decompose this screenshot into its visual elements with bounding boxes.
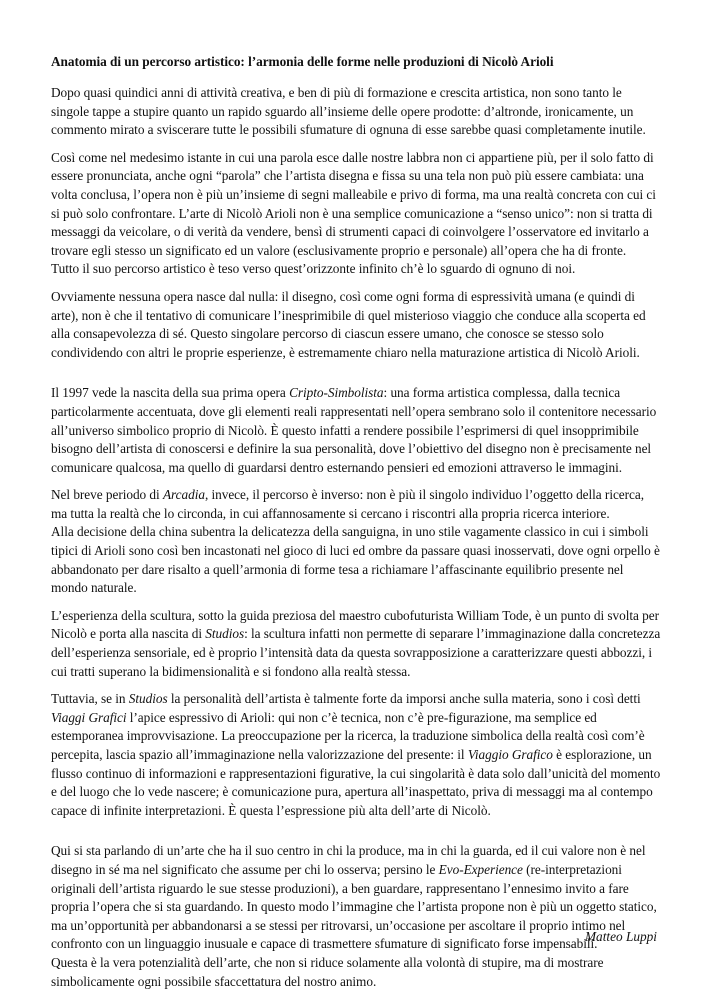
paragraph-2 [51, 149, 661, 279]
emphasis: Cripto-Simbolista [289, 385, 384, 401]
paragraph-5 [51, 486, 661, 598]
article-body [51, 53, 661, 1000]
paragraph-text: : la scultura infatti non permette di separare l’immaginazione dalla concretezza dell’esperienza sensoriale, ed è proprio l’intensità data da questa sovrapposizione a caratterizzare questi abbozzi, i cui tratti superano la bidimensionalità e si fondono alla realtà stessa. [51, 626, 661, 679]
paragraph-text: Qui si sta parlando di un’arte che ha il suo centro in chi la produce, ma in chi la guarda, ed il cui valore non è nel disegno in sé ma nel significato che assume per chi lo osserva; persino le [51, 843, 646, 877]
paragraph-3 [51, 288, 661, 362]
paragraph-text: Questa è la vera potenzialità dell’arte, che non si riduce solamente alla volontà di stupire, ma di mostrare simbolicamente ogni possibile sfaccettatura del nostro animo. [51, 954, 604, 989]
paragraph-1 [51, 84, 661, 140]
article-title: Anatomia di un percorso artistico: l’armonia delle forme nelle produzioni di Nicolò Arioli [51, 54, 554, 69]
paragraph-text: , invece, il percorso è inverso: non è più il singolo individuo l’oggetto della ricerca, ma tutta la realtà che lo circonda, in cui affannosamente si cercano i riscontri alla propria ricerca interiore. [51, 487, 645, 521]
emphasis: Studios [128, 691, 168, 707]
paragraph-text: (re-interpretazioni originali dell’artista riguardo le sue stesse produzioni), a ben guardare, rappresentano l’ennesimo invito a fare propria l’opera che si sta guardando. In questo modo l’immagine che l’artista propone non è più un oggetto statico, ma un’opportunità per abbandonarsi a se stessi per ritrovarsi, un’occasione per ascoltare il proprio intimo nel confronto con un linguaggio inusuale e capace di trasmettere sfumature di significato forse impensabili. [51, 861, 657, 952]
paragraph-text: Nel breve periodo di [51, 487, 163, 503]
emphasis: Studios [205, 626, 245, 642]
paragraph-text: Così come nel medesimo istante in cui una parola esce dalle nostre labbra non ci appartiene più, per il solo fatto di essere pronunciata, anche ogni “parola” che l’artista disegna e fissa su una tela non può più essere cambiata: una volta conclusa, l’opera non è più un’insieme di segni malleabile e privo di forma, ma una realtà concreta con cui ci si può solo confrontare. L’arte di Nicolò Arioli non è una semplice comunicazione a “senso unico”: non si tratta di messaggi da veicolare, o di verità da vendere, bensì di strumenti capaci di coinvolgere l’osservatore ed invitarlo a trovare egli stesso un significato ed un valore (esclusivamente proprio e personale) all’opera che ha di fronte. [51, 149, 656, 258]
paragraph-8 [51, 842, 661, 991]
paragraph-4 [51, 384, 661, 477]
paragraph-text: Tutto il suo percorso artistico è teso verso quest’orizzonte infinito ch’è lo sguardo di ognuno di noi. [51, 261, 576, 277]
paragraph-text: la personalità dell’artista è talmente forte da imporsi anche sulla materia, sono i così detti [167, 691, 641, 707]
paragraph-7 [51, 690, 661, 820]
paragraph-6 [51, 607, 661, 681]
emphasis: Viaggio Grafico [467, 747, 553, 762]
paragraph-text: Dopo quasi quindici anni di attività creativa, e ben di più di formazione e crescita artistica, non sono tanto le singole tappe a stupire quanto un rapido sguardo all’insieme delle opere prodotte: d’altronde, ironicamente, un commento mirato a sviscerare tutte le possibili sfumature di ognuna di esse sarebbe quasi completamente inutile. [51, 85, 646, 138]
paragraph-text: Il 1997 vede la nascita della sua prima opera [51, 385, 290, 401]
paragraph-text: Ovviamente nessuna opera nasce dal nulla: il disegno, così come ogni forma di espressività umana (e quindi di arte), non è che il tentativo di comunicare l’inesprimibile di quel misterioso viaggio che conduce alla scoperta ed alla consapevolezza di sé. Questo singolare percorso di ciascun essere umano, che conosce se stesso solo condividendo con altri le proprie esperienze, è estremamente chiaro nella maturazione artistica di Nicolò Arioli. [51, 288, 646, 360]
paragraph-text: Alla decisione della china subentra la delicatezza della sanguigna, in uno stile vagamente classico in cui i simboli tipici di Arioli sono così ben incastonati nel gioco di luci ed ombre da passare quasi inosservati, dove ogni orpello è abbandonato per dare risalto a quell’armonia di forme tesa a richiamare l’affascinante equilibrio presente nel mondo naturale. [51, 524, 660, 596]
paragraph-text: : una forma artistica complessa, dalla tecnica particolarmente accentuata, dove gli elementi reali rappresentati nell’opera sembrano solo il contenitore necessario all’universo simbolico proprio di Nicolò. È questo infatti a rendere possibile l’esprimersi di quel insopprimibile bisogno dell’artista di conoscersi e definire la sua personalità, dove l’obiettivo del disegno non è precisamente nel comunicare qualcosa, ma quello di guardarsi dentro esternando pensieri ed emozioni attraverso le immagini. [51, 385, 657, 475]
emphasis: Arcadia [162, 487, 205, 503]
paragraph-text: è esplorazione, un flusso continuo di informazioni e rappresentazioni figurative, la cui singolarità è data solo dall’unicità del momento e del luogo che lo vede nascere; è comunicazione pura, apertura all’inaspettato, priva di messaggi ma al contempo capace di infinite interpretazioni. È questa l’espressione più alta dell’arte di Nicolò. [51, 747, 661, 818]
emphasis: Viaggi Grafici [51, 709, 127, 725]
paragraph-text: L’esperienza della scultura, sotto la guida preziosa del maestro cubofuturista William Tode, è un punto di svolta per Nicolò e porta alla nascita di [51, 607, 659, 642]
author-signature: Matteo Luppi [584, 929, 657, 944]
emphasis: Evo-Experience [438, 861, 523, 877]
paragraph-text: l’apice espressivo di Arioli: qui non c’è tecnica, non c’è pre-figurazione, ma semplice ed estemporanea improvvisazione. La preoccupazione per la ricerca, la traduzione simbolica della realtà così com’è percepita, lascia spazio all’immaginazione nella valorizzazione del presente: il [51, 709, 645, 762]
paragraph-text: Tuttavia, se in [51, 691, 129, 707]
